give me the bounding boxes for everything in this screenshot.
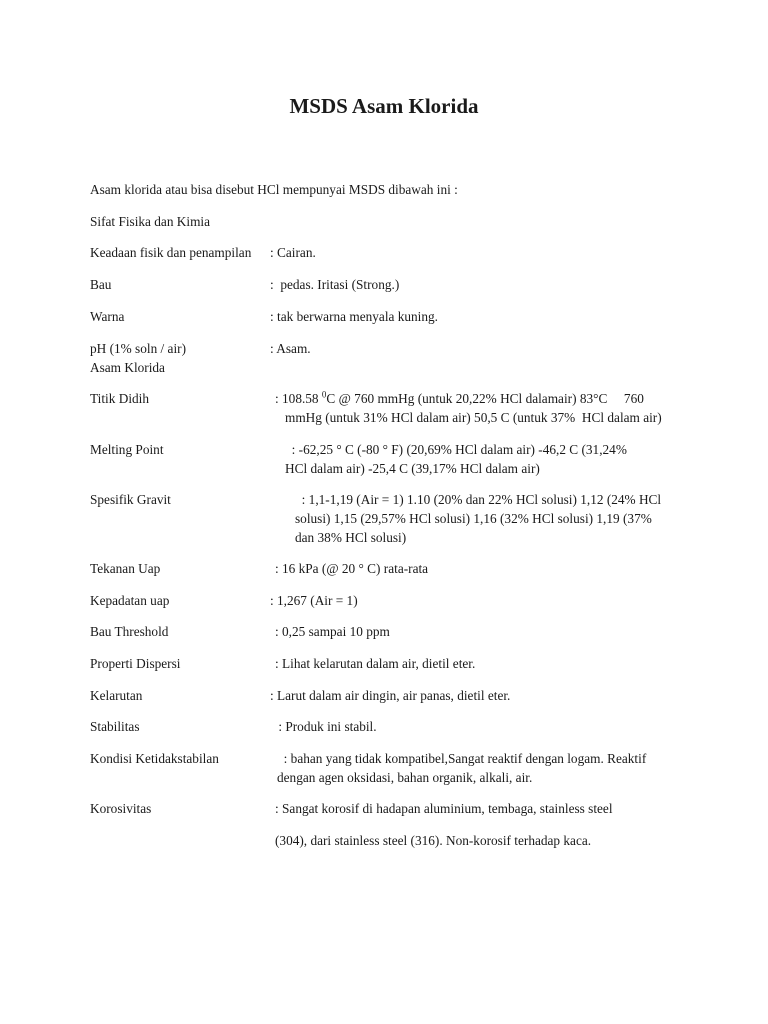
property-value: : Cairan. (270, 245, 316, 260)
property-value: : bahan yang tidak kompatibel,Sangat reaktif dengan logam. Reaktif dengan agen oksidasi, bahan organik, alkali, air. (277, 751, 647, 785)
property-value-prefix: : 108.58 (275, 391, 322, 406)
property-label: Stabilitas (90, 719, 140, 734)
property-label: Spesifik Gravit (90, 492, 171, 507)
property-value: C @ 760 mmHg (untuk 20,22% HCl dalamair) 83°C 760 mmHg (untuk 31% HCl dalam air) 50,5 C (untuk 37% HCl dalam air) (284, 391, 662, 425)
property-label: Properti Dispersi (90, 656, 181, 671)
property-value: : Asam. (270, 341, 311, 356)
property-value: : Sangat korosif di hadapan aluminium, tembaga, stainless steel (275, 801, 613, 816)
property-value: : 16 kPa (@ 20 ° C) rata-rata (275, 561, 429, 576)
property-value: : -62,25 ° C (-80 ° F) (20,69% HCl dalam air) -46,2 C (31,24% HCl dalam air) -25,4 C (39,17% HCl dalam air) (285, 442, 627, 476)
property-label: Kondisi Ketidakstabilan (90, 751, 219, 766)
property-value: : Produk ini stabil. (275, 719, 377, 734)
property-value: : 1,1-1,19 (Air = 1) 1.10 (20% dan 22% HCl solusi) 1,12 (24% HCl solusi) 1,15 (29,57% HCl solusi) 1,16 (32% HCl solusi) 1,19 (37% dan 38% HCl solusi) (295, 492, 662, 545)
property-label: Melting Point (90, 442, 164, 457)
property-value: : tak berwarna menyala kuning. (270, 309, 438, 324)
property-label: Keadaan fisik dan penampilan (90, 245, 252, 260)
property-value-group (275, 389, 662, 427)
property-label: Bau (90, 277, 112, 292)
property-value: : 1,267 (Air = 1) (270, 593, 358, 608)
property-label-group (90, 339, 186, 377)
property-value: : Lihat kelarutan dalam air, dietil eter. (275, 656, 476, 671)
property-value: : 0,25 sampai 10 ppm (275, 624, 390, 639)
property-label: Tekanan Uap (90, 561, 161, 576)
property-value-continuation: (304), dari stainless steel (316). Non-korosif terhadap kaca. (275, 833, 592, 848)
property-label: Korosivitas (90, 801, 152, 816)
page-title: MSDS Asam Klorida (289, 94, 479, 118)
property-label: Kelarutan (90, 688, 143, 703)
section-heading: Sifat Fisika dan Kimia (90, 214, 211, 229)
property-label: Kepadatan uap (90, 593, 170, 608)
property-label: pH (1% soln / air) (90, 341, 187, 356)
property-value: : Larut dalam air dingin, air panas, dietil eter. (270, 688, 511, 703)
property-label: Titik Didih (90, 391, 149, 406)
property-label-secondary: Asam Klorida (90, 360, 165, 375)
property-label: Bau Threshold (90, 624, 169, 639)
property-value: : pedas. Iritasi (Strong.) (270, 277, 400, 292)
property-label: Warna (90, 309, 125, 324)
superscript: 0 (321, 389, 327, 400)
intro-text: Asam klorida atau bisa disebut HCl mempunyai MSDS dibawah ini : (90, 182, 458, 197)
